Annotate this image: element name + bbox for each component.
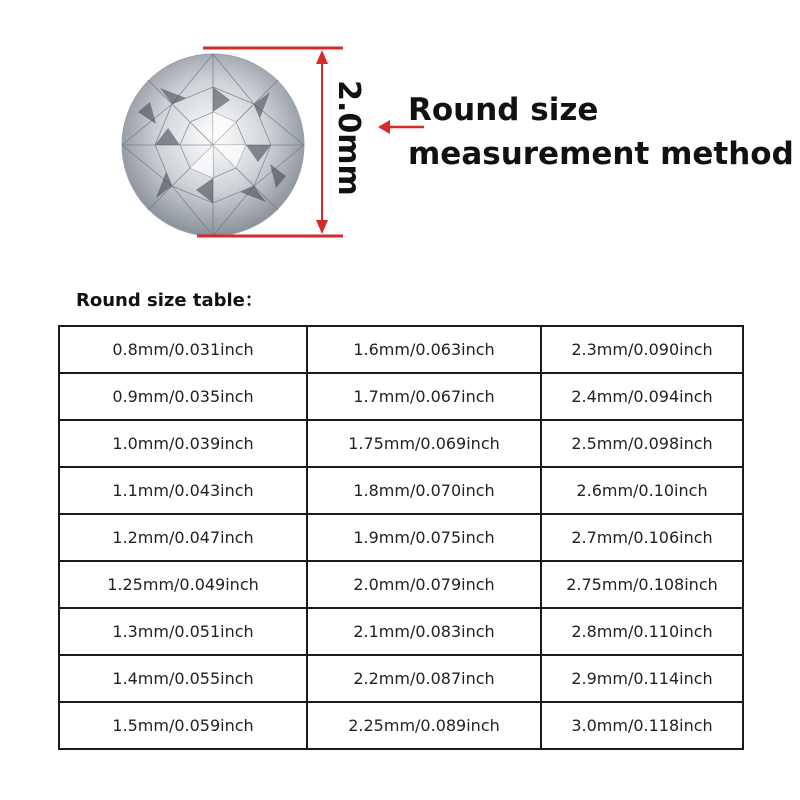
table-cell: 2.3mm/0.090inch	[541, 326, 743, 373]
table-cell: 1.25mm/0.049inch	[59, 561, 307, 608]
headline-line1: Round size	[408, 92, 599, 128]
table-row	[59, 655, 743, 702]
table-cell: 1.1mm/0.043inch	[59, 467, 307, 514]
table-row	[59, 561, 743, 608]
table-cell: 2.25mm/0.089inch	[307, 702, 541, 749]
table-cell: 2.1mm/0.083inch	[307, 608, 541, 655]
measurement-illustration	[0, 0, 800, 270]
table-cell: 3.0mm/0.118inch	[541, 702, 743, 749]
table-cell: 2.4mm/0.094inch	[541, 373, 743, 420]
table-cell: 2.6mm/0.10inch	[541, 467, 743, 514]
table-row	[59, 608, 743, 655]
table-cell: 1.8mm/0.070inch	[307, 467, 541, 514]
table-row	[59, 373, 743, 420]
table-cell: 0.8mm/0.031inch	[59, 326, 307, 373]
table-row	[59, 514, 743, 561]
table-row	[59, 326, 743, 373]
table-cell: 1.4mm/0.055inch	[59, 655, 307, 702]
table-cell: 1.9mm/0.075inch	[307, 514, 541, 561]
table-cell: 2.8mm/0.110inch	[541, 608, 743, 655]
round-size-table	[58, 325, 744, 750]
table-row	[59, 467, 743, 514]
table-cell: 0.9mm/0.035inch	[59, 373, 307, 420]
table-cell: 2.7mm/0.106inch	[541, 514, 743, 561]
table-cell: 1.3mm/0.051inch	[59, 608, 307, 655]
table-cell: 2.5mm/0.098inch	[541, 420, 743, 467]
dimension-label: 2.0mm	[331, 80, 366, 196]
arrowhead-up	[316, 50, 328, 64]
table-cell: 1.7mm/0.067inch	[307, 373, 541, 420]
arrowhead-down	[316, 220, 328, 234]
table-cell: 2.2mm/0.087inch	[307, 655, 541, 702]
table-cell: 2.0mm/0.079inch	[307, 561, 541, 608]
table-row	[59, 420, 743, 467]
table-title: Round size table：	[76, 290, 263, 311]
table-cell: 2.75mm/0.108inch	[541, 561, 743, 608]
measurement-headline	[408, 88, 794, 176]
table-row	[59, 702, 743, 749]
table-cell: 1.5mm/0.059inch	[59, 702, 307, 749]
table-cell: 1.0mm/0.039inch	[59, 420, 307, 467]
table-cell: 1.75mm/0.069inch	[307, 420, 541, 467]
headline-line2: measurement method	[408, 136, 794, 172]
table-cell: 1.6mm/0.063inch	[307, 326, 541, 373]
table-cell: 1.2mm/0.047inch	[59, 514, 307, 561]
table-cell: 2.9mm/0.114inch	[541, 655, 743, 702]
